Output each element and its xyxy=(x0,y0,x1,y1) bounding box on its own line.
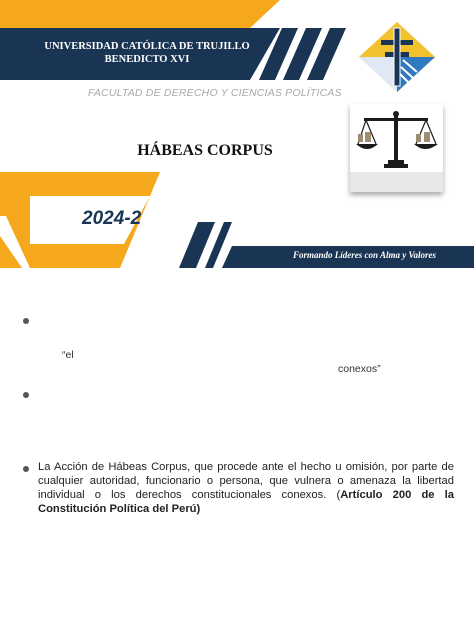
definition-text: La Acción de Hábeas Corpus, que procede ante el hecho u omisión, por parte de cualquier autoridad, funcionario o persona, que vulnera o amenaza la libertad individual o los derechos constitucionales conexos. ( xyxy=(38,461,454,501)
scales-of-justice-icon xyxy=(350,104,443,192)
title-slide xyxy=(0,0,474,268)
slide-body xyxy=(0,290,474,632)
university-name xyxy=(22,40,272,66)
legal-reference: Artículo 200 de la Constitución Política del Perú xyxy=(38,489,454,515)
faculty-name: FACULTAD DE DERECHO Y CIENCIAS POLÍTICAS xyxy=(88,87,342,99)
bullet-marker xyxy=(23,318,29,324)
definition-closing: ) xyxy=(196,503,201,515)
bullet-marker xyxy=(23,466,29,472)
document-title: HÁBEAS CORPUS xyxy=(137,142,273,159)
university-cross-shield-icon xyxy=(357,20,437,95)
top-orange-band xyxy=(0,0,280,28)
justice-image-frame xyxy=(350,104,443,192)
bullet-marker xyxy=(23,392,29,398)
quote-fragment-end: conexos” xyxy=(338,363,381,375)
quote-fragment-start: “el xyxy=(62,349,74,361)
university-name-line1: UNIVERSIDAD CATÓLICA DE TRUJILLO xyxy=(44,41,250,52)
university-name-line2: BENEDICTO XVI xyxy=(104,54,190,65)
academic-period: 2024-2 xyxy=(82,208,142,229)
habeas-corpus-definition xyxy=(38,460,454,516)
university-motto: Formando Líderes con Alma y Valores xyxy=(293,250,436,260)
